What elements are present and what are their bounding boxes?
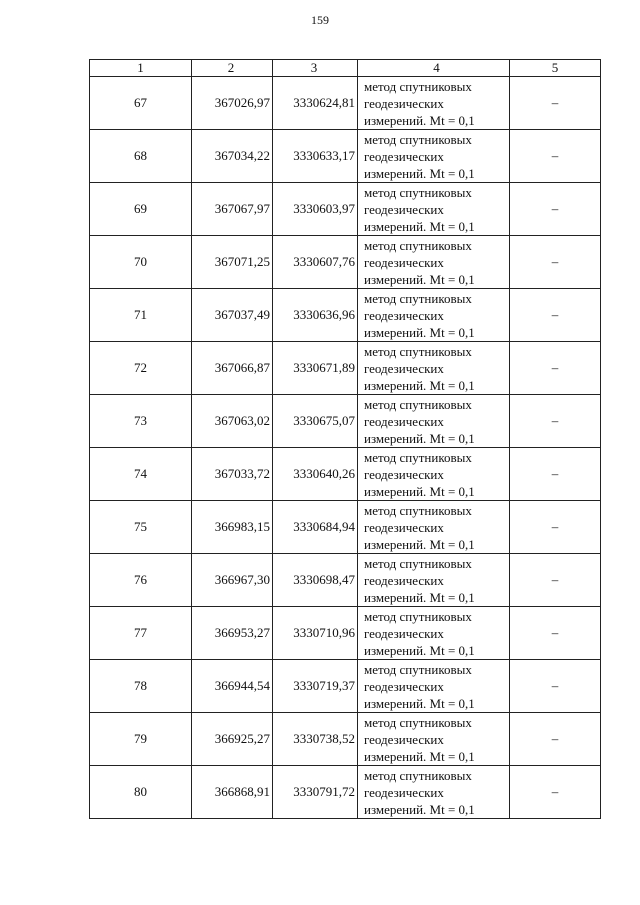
- method-cell: [358, 236, 510, 289]
- method-cell: [358, 130, 510, 183]
- page-number: 159: [311, 13, 329, 27]
- x-coordinate-cell: 367026,97: [192, 77, 273, 130]
- x-coordinate-cell: 366953,27: [192, 607, 273, 660]
- x-coordinate-cell: 366925,27: [192, 713, 273, 766]
- column-header: 4: [358, 60, 510, 77]
- point-number-cell: 73: [90, 395, 192, 448]
- point-number-cell: 80: [90, 766, 192, 819]
- point-number-cell: 79: [90, 713, 192, 766]
- y-coordinate-cell: 3330624,81: [273, 77, 358, 130]
- column-header: 5: [510, 60, 601, 77]
- point-number-cell: 72: [90, 342, 192, 395]
- table-row: [90, 289, 601, 342]
- method-line: измерений. Mt = 0,1: [364, 271, 475, 287]
- point-number-cell: 78: [90, 660, 192, 713]
- method-line: геодезических: [364, 95, 444, 111]
- method-line: геодезических: [364, 625, 444, 641]
- method-line: метод спутниковых: [364, 608, 472, 624]
- method-line: метод спутниковых: [364, 131, 472, 147]
- y-coordinate-cell: 3330640,26: [273, 448, 358, 501]
- column-header: 3: [273, 60, 358, 77]
- y-coordinate-cell: 3330698,47: [273, 554, 358, 607]
- method-cell: [358, 395, 510, 448]
- x-coordinate-cell: 367037,49: [192, 289, 273, 342]
- method-line: измерений. Mt = 0,1: [364, 430, 475, 446]
- y-coordinate-cell: 3330671,89: [273, 342, 358, 395]
- y-coordinate-cell: 3330738,52: [273, 713, 358, 766]
- y-coordinate-cell: 3330719,37: [273, 660, 358, 713]
- y-coordinate-cell: 3330675,07: [273, 395, 358, 448]
- point-number-cell: 77: [90, 607, 192, 660]
- method-line: метод спутниковых: [364, 661, 472, 677]
- method-line: метод спутниковых: [364, 555, 472, 571]
- x-coordinate-cell: 367033,72: [192, 448, 273, 501]
- coordinates-table: [89, 59, 601, 819]
- point-number-cell: 75: [90, 501, 192, 554]
- method-line: метод спутниковых: [364, 449, 472, 465]
- method-line: измерений. Mt = 0,1: [364, 112, 475, 128]
- note-cell: –: [510, 501, 601, 554]
- note-cell: –: [510, 766, 601, 819]
- table-row: [90, 660, 601, 713]
- y-coordinate-cell: 3330607,76: [273, 236, 358, 289]
- note-cell: –: [510, 395, 601, 448]
- method-cell: [358, 289, 510, 342]
- method-cell: [358, 501, 510, 554]
- method-line: геодезических: [364, 731, 444, 747]
- method-line: геодезических: [364, 572, 444, 588]
- method-line: измерений. Mt = 0,1: [364, 165, 475, 181]
- method-cell: [358, 766, 510, 819]
- method-cell: [358, 448, 510, 501]
- table-row: [90, 183, 601, 236]
- method-cell: [358, 607, 510, 660]
- table-row: [90, 554, 601, 607]
- method-line: измерений. Mt = 0,1: [364, 483, 475, 499]
- x-coordinate-cell: 366983,15: [192, 501, 273, 554]
- method-cell: [358, 660, 510, 713]
- table-row: [90, 77, 601, 130]
- table-row: [90, 607, 601, 660]
- method-line: метод спутниковых: [364, 343, 472, 359]
- method-line: геодезических: [364, 678, 444, 694]
- method-line: геодезических: [364, 254, 444, 270]
- note-cell: –: [510, 607, 601, 660]
- method-line: метод спутниковых: [364, 396, 472, 412]
- method-line: геодезических: [364, 519, 444, 535]
- column-header: 2: [192, 60, 273, 77]
- method-line: метод спутниковых: [364, 78, 472, 94]
- note-cell: –: [510, 130, 601, 183]
- method-line: геодезических: [364, 466, 444, 482]
- table-row: [90, 713, 601, 766]
- method-cell: [358, 183, 510, 236]
- x-coordinate-cell: 367034,22: [192, 130, 273, 183]
- method-line: измерений. Mt = 0,1: [364, 377, 475, 393]
- point-number-cell: 74: [90, 448, 192, 501]
- method-line: измерений. Mt = 0,1: [364, 324, 475, 340]
- method-line: геодезических: [364, 148, 444, 164]
- note-cell: –: [510, 183, 601, 236]
- note-cell: –: [510, 289, 601, 342]
- x-coordinate-cell: 367066,87: [192, 342, 273, 395]
- method-line: метод спутниковых: [364, 184, 472, 200]
- point-number-cell: 76: [90, 554, 192, 607]
- method-line: измерений. Mt = 0,1: [364, 695, 475, 711]
- x-coordinate-cell: 367071,25: [192, 236, 273, 289]
- point-number-cell: 69: [90, 183, 192, 236]
- x-coordinate-cell: 367063,02: [192, 395, 273, 448]
- x-coordinate-cell: 367067,97: [192, 183, 273, 236]
- point-number-cell: 68: [90, 130, 192, 183]
- method-cell: [358, 342, 510, 395]
- table-row: [90, 395, 601, 448]
- y-coordinate-cell: 3330710,96: [273, 607, 358, 660]
- point-number-cell: 67: [90, 77, 192, 130]
- method-line: метод спутниковых: [364, 502, 472, 518]
- point-number-cell: 70: [90, 236, 192, 289]
- point-number-cell: 71: [90, 289, 192, 342]
- table-row: [90, 501, 601, 554]
- method-line: геодезических: [364, 413, 444, 429]
- method-line: геодезических: [364, 307, 444, 323]
- column-header: 1: [90, 60, 192, 77]
- y-coordinate-cell: 3330636,96: [273, 289, 358, 342]
- table-row: [90, 130, 601, 183]
- y-coordinate-cell: 3330684,94: [273, 501, 358, 554]
- method-line: метод спутниковых: [364, 714, 472, 730]
- method-line: измерений. Mt = 0,1: [364, 748, 475, 764]
- method-line: измерений. Mt = 0,1: [364, 642, 475, 658]
- method-line: измерений. Mt = 0,1: [364, 218, 475, 234]
- table-row: [90, 766, 601, 819]
- method-cell: [358, 77, 510, 130]
- x-coordinate-cell: 366967,30: [192, 554, 273, 607]
- method-line: геодезических: [364, 784, 444, 800]
- method-line: метод спутниковых: [364, 237, 472, 253]
- method-line: метод спутниковых: [364, 767, 472, 783]
- method-line: измерений. Mt = 0,1: [364, 801, 475, 817]
- method-line: геодезических: [364, 360, 444, 376]
- table-row: [90, 448, 601, 501]
- method-line: измерений. Mt = 0,1: [364, 589, 475, 605]
- method-cell: [358, 554, 510, 607]
- note-cell: –: [510, 448, 601, 501]
- method-line: метод спутниковых: [364, 290, 472, 306]
- table-row: [90, 236, 601, 289]
- note-cell: –: [510, 342, 601, 395]
- x-coordinate-cell: 366868,91: [192, 766, 273, 819]
- x-coordinate-cell: 366944,54: [192, 660, 273, 713]
- note-cell: –: [510, 660, 601, 713]
- note-cell: –: [510, 713, 601, 766]
- note-cell: –: [510, 554, 601, 607]
- table-header-row: [90, 60, 601, 77]
- y-coordinate-cell: 3330603,97: [273, 183, 358, 236]
- method-line: геодезических: [364, 201, 444, 217]
- method-cell: [358, 713, 510, 766]
- y-coordinate-cell: 3330633,17: [273, 130, 358, 183]
- method-line: измерений. Mt = 0,1: [364, 536, 475, 552]
- note-cell: –: [510, 236, 601, 289]
- table-row: [90, 342, 601, 395]
- note-cell: –: [510, 77, 601, 130]
- y-coordinate-cell: 3330791,72: [273, 766, 358, 819]
